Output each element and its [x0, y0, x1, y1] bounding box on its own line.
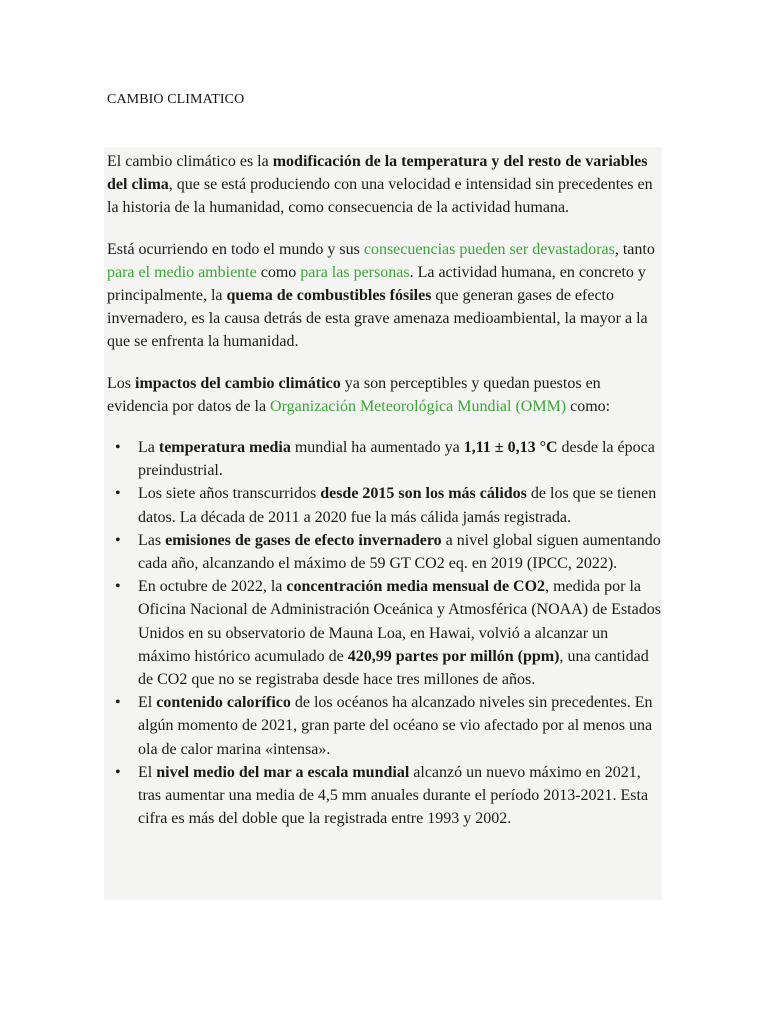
bold-text: emisiones de gases de efecto invernadero	[165, 531, 442, 549]
text-span: . La actividad humana, en concreto y principalmente, la	[107, 263, 646, 305]
bold-text: 1,11 ± 0,13 °C	[463, 439, 558, 457]
text-span: La	[138, 439, 159, 457]
text-span: como:	[566, 397, 611, 415]
text-span: alcanzó un nuevo máximo en 2021, tras aumentar una media de 4,5 mm anuales durante el período 2013-2021. Esta cifra es más del doble que la registrada entre 1993 y 2002.	[138, 763, 649, 828]
text-span: ya son perceptibles y quedan puestos en evidencia por datos de la	[107, 374, 601, 415]
bold-text: 420,99 partes por millón (ppm)	[347, 647, 560, 665]
text-span: Los	[107, 374, 135, 392]
text-span: , tanto	[614, 240, 655, 258]
link-consequences[interactable]: consecuencias pueden ser devastadoras	[363, 240, 615, 258]
list-item-sea-level	[107, 761, 661, 831]
text-span: , que se está produciendo con una velocidad e intensidad sin precedentes en la historia de la humanidad, como consecuencia de la actividad humana.	[107, 176, 653, 217]
text-span: de los que se tienen datos. La década de 2011 a 2020 fue la más cálida jamás registrada.	[138, 485, 657, 526]
text-span: Las	[138, 531, 166, 549]
list-item-temperature	[107, 436, 661, 482]
text-span: Los siete años transcurridos	[138, 485, 321, 503]
document-title: CAMBIO CLIMATICO	[107, 92, 245, 107]
bold-text: desde 2015 son los más cálidos	[320, 485, 527, 503]
link-environment[interactable]: para el medio ambiente	[107, 263, 257, 281]
intro-paragraph	[107, 150, 661, 220]
text-span: Está ocurriendo en todo el mundo y sus	[107, 240, 364, 258]
document-body	[107, 150, 661, 830]
bold-text: modificación de la temperatura y del resto de variables del clima	[107, 153, 648, 194]
text-span: , medida por la Oficina Nacional de Administración Oceánica y Atmosférica (NOAA) de Estados Unidos en su observatorio de Mauna Loa, en Hawai, volvió a alcanzar un máximo histórico acumulado de	[138, 578, 661, 665]
list-item-co2	[107, 575, 661, 691]
link-omm[interactable]: Organización Meteorológica Mundial (OMM)	[270, 397, 567, 415]
text-span: desde la época preindustrial.	[138, 439, 655, 480]
text-span: El	[138, 694, 157, 712]
text-span: a nivel global siguen aumentando cada año, alcanzando el máximo de 59 GT CO2 eq. en 2019 (IPCC, 2022).	[138, 531, 661, 573]
text-span: El	[138, 763, 157, 781]
list-item-emissions	[107, 529, 661, 575]
text-span: de los océanos ha alcanzado niveles sin precedentes. En algún momento de 2021, gran parte del océano se vio afectado por al menos una ola de calor marina «intensa».	[138, 694, 653, 758]
link-people[interactable]: para las personas	[300, 263, 410, 281]
bold-text: quema de combustibles fósiles	[226, 287, 432, 305]
consequences-paragraph	[107, 238, 661, 354]
bold-text: impactos del cambio climático	[135, 374, 341, 392]
bold-text: temperatura media	[158, 439, 291, 457]
text-span: El cambio climático es la	[107, 153, 273, 170]
text-span: como	[256, 263, 301, 281]
text-span: En octubre de 2022, la	[138, 578, 287, 596]
list-item-ocean-heat	[107, 691, 661, 761]
bold-text: contenido calorífico	[156, 694, 291, 712]
list-item-warmest-years	[107, 482, 661, 528]
text-span: que generan gases de efecto invernadero, es la causa detrás de esta grave amenaza medioambiental, la mayor a la que se enfrenta la humanidad.	[107, 287, 648, 351]
impacts-list	[107, 436, 661, 830]
bold-text: nivel medio del mar a escala mundial	[156, 763, 410, 781]
bold-text: concentración media mensual de CO2	[286, 578, 546, 596]
impacts-paragraph	[107, 372, 661, 418]
text-span: , una cantidad de CO2 que no se registraba desde hace tres millones de años.	[138, 647, 649, 689]
text-span: mundial ha aumentado ya	[290, 439, 464, 457]
